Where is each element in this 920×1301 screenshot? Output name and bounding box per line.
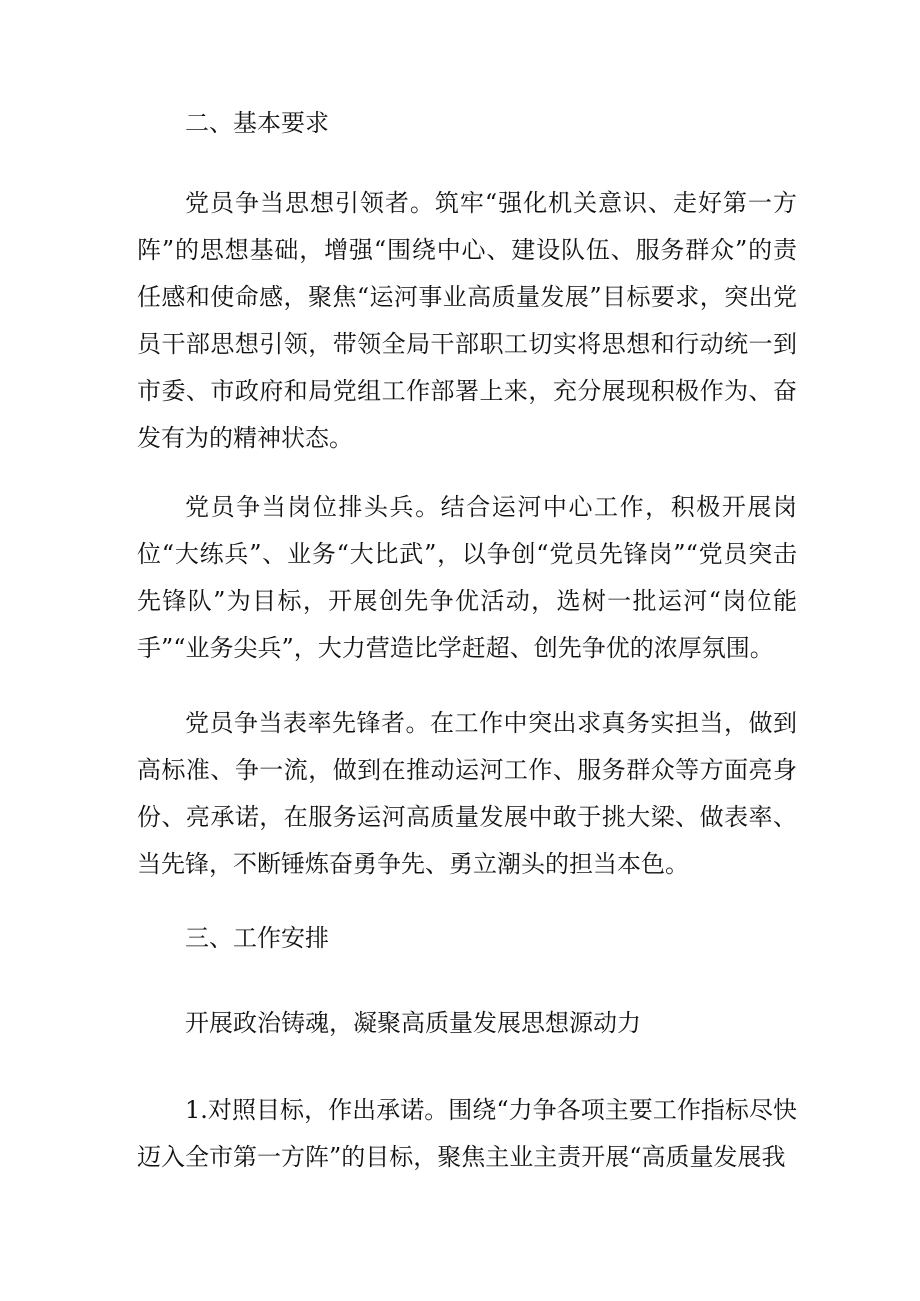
paragraph-exemplary-pioneer: 党员争当表率先锋者。在工作中突出求真务实担当，做到高标准、争一流，做到在推动运河工作、服务群众等方面亮身份、亮承诺，在服务运河高质量发展中敢于挑大梁、做表率、当先锋，不断锤炼奋勇争先、勇立潮头的担当本色。	[137, 709, 797, 878]
section-heading-basic-requirements: 二、基本要求	[185, 109, 329, 137]
paragraph-thought-leader: 党员争当思想引领者。筑牢“强化机关意识、走好第一方阵”的思想基础，增强“围绕中心、建设队伍、服务群众”的责任感和使命感，聚焦“运河事业高质量发展”目标要求，突出党员干部思想引领，带领全局干部职工切实将思想和行动统一到市委、市政府和局党组工作部署上来，充分展现积极作为、奋发有为的精神状态。	[137, 189, 797, 452]
paragraph-post-leader: 党员争当岗位排头兵。结合运河中心工作，积极开展岗位“大练兵”、业务“大比武”，以争创“党员先锋岗”“党员突击先锋队”为目标，开展创先争优活动，选树一批运河“岗位能手”“业务尖兵”，大力营造比学赶超、创先争优的浓厚氛围。	[137, 493, 797, 662]
list-item-1-commitment: 1.对照目标，作出承诺。围绕“力争各项主要工作指标尽快迈入全市第一方阵”的目标，聚焦主业主责开展“高质量发展我	[137, 1096, 797, 1171]
section-heading-work-arrangement: 三、工作安排	[185, 924, 329, 952]
subheading-political-soul: 开展政治铸魂，凝聚高质量发展思想源动力	[185, 1009, 641, 1037]
